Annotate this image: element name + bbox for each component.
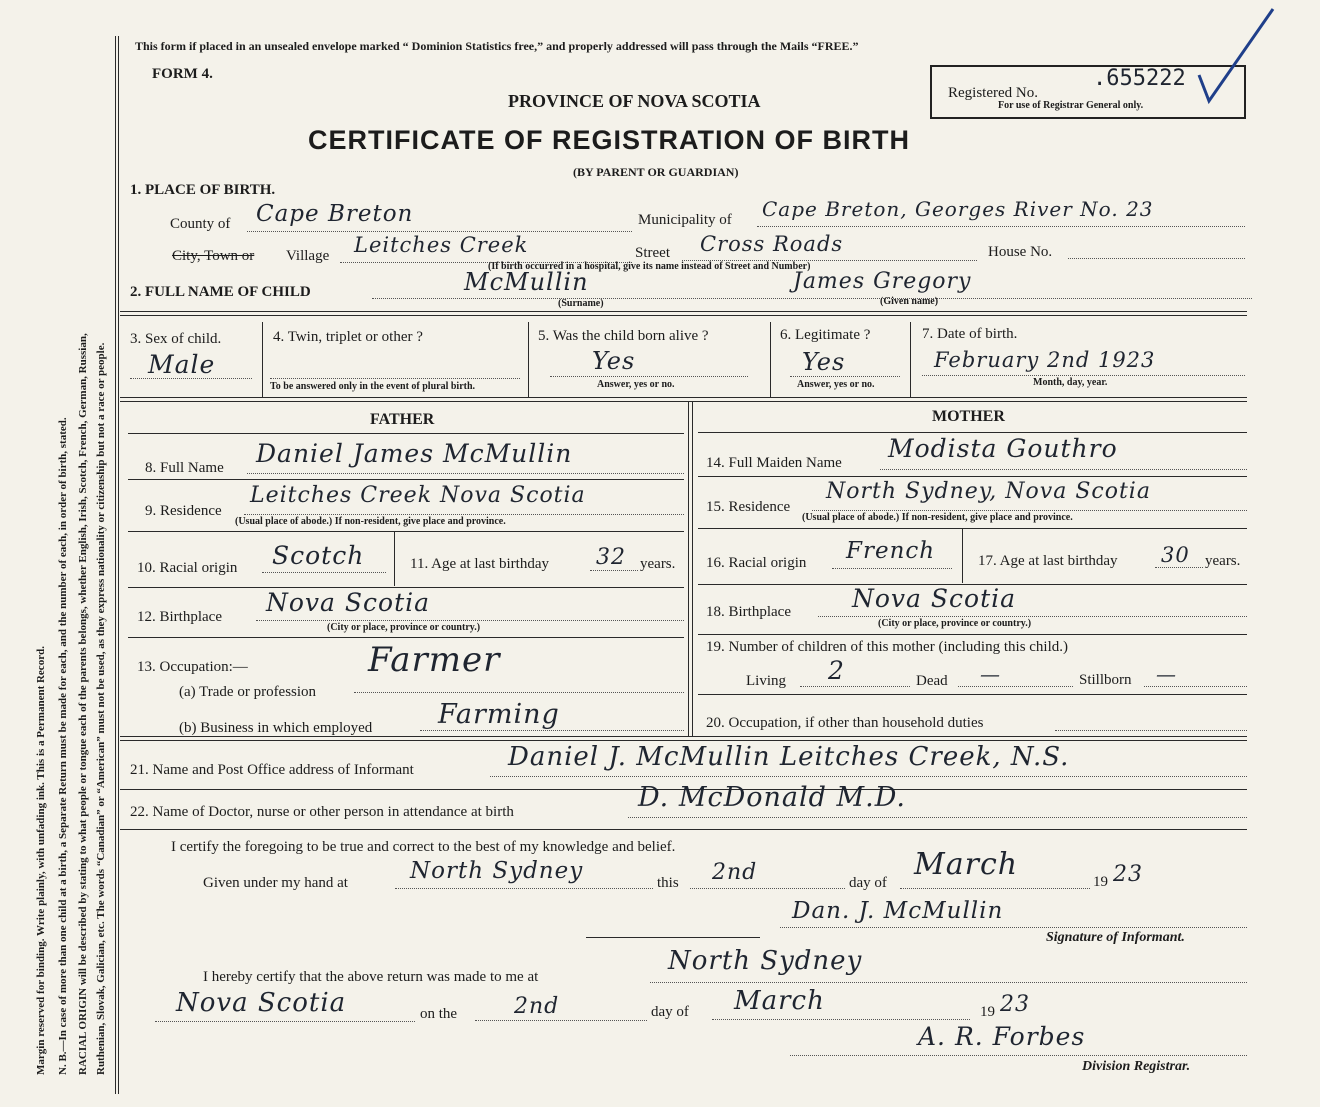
- dead-value: —: [980, 662, 1001, 686]
- living-label: Living: [746, 673, 786, 689]
- informant-value: Daniel J. McMullin Leitches Creek, N.S.: [508, 742, 1070, 772]
- on-the-label: on the: [420, 1006, 458, 1022]
- registrar-month-value: March: [734, 986, 825, 1016]
- doctor-label: 22. Name of Doctor, nurse or other person in attendance at birth: [130, 804, 514, 820]
- dob-value: February 2nd 1923: [934, 348, 1156, 372]
- dead-label: Dead: [916, 673, 948, 689]
- father-residence-label: 9. Residence: [145, 503, 222, 519]
- given-name-caption: (Given name): [880, 296, 939, 307]
- father-birthplace-value: Nova Scotia: [266, 588, 431, 617]
- alive-value: Yes: [592, 347, 636, 375]
- registrar-certify-text: I hereby certify that the above return was made to me at: [203, 969, 539, 985]
- trade-label: (a) Trade or profession: [179, 684, 317, 700]
- trade-value: Farmer: [368, 640, 501, 680]
- place-heading: 1. PLACE OF BIRTH.: [130, 182, 276, 198]
- informant-label: 21. Name and Post Office address of Informant: [130, 762, 414, 778]
- registrar-place2-value: Nova Scotia: [176, 988, 347, 1018]
- mother-residence-caption: (Usual place of abode.) If non-resident, give place and province.: [802, 512, 1073, 523]
- registered-label: Registered No.: [948, 85, 1038, 101]
- father-heading: FATHER: [370, 411, 435, 428]
- municipality-label: Municipality of: [638, 212, 732, 228]
- father-name-label: 8. Full Name: [145, 460, 224, 476]
- father-age-label: 11. Age at last birthday: [410, 556, 549, 572]
- sex-label: 3. Sex of child.: [130, 331, 222, 347]
- margin-rule-inner: [118, 36, 119, 1094]
- page-subtitle: (BY PARENT OR GUARDIAN): [573, 165, 739, 179]
- day-of-label: day of: [849, 875, 887, 891]
- margin-note-racial-origin: RACIAL ORIGIN will be described by stating to what people or tongue each of the parents belongs, whether English, Irish, Scotch, French, German, Russian,: [77, 333, 89, 1075]
- mother-birthplace-value: Nova Scotia: [852, 584, 1017, 613]
- informant-signature: Dan. J. McMullin: [792, 898, 1004, 924]
- margin-note-nb: N. B.—In case of more than one child at a birth, a Separate Return must be made for each, and the number of each, in order of birth, stated.: [57, 417, 69, 1075]
- county-label: County of: [170, 216, 231, 232]
- child-surname: McMullin: [464, 268, 589, 296]
- dob-caption: Month, day, year.: [1033, 377, 1108, 388]
- village-value: Leitches Creek: [354, 233, 529, 257]
- mother-residence-label: 15. Residence: [706, 499, 791, 515]
- year-prefix: 19: [1093, 874, 1108, 890]
- mother-heading: MOTHER: [932, 408, 1005, 425]
- father-occupation-label: 13. Occupation:—: [137, 659, 248, 675]
- given-place-value: North Sydney: [410, 858, 584, 884]
- registrar-caption: Division Registrar.: [1082, 1059, 1191, 1074]
- registrar-signature: A. R. Forbes: [918, 1022, 1086, 1051]
- child-name-label: 2. FULL NAME OF CHILD: [130, 284, 311, 300]
- surname-caption: (Surname): [558, 298, 604, 309]
- mother-name-value: Modista Gouthro: [888, 434, 1118, 463]
- page-title: CERTIFICATE OF REGISTRATION OF BIRTH: [308, 125, 910, 155]
- registrar-year-prefix: 19: [980, 1004, 995, 1020]
- this-label: this: [657, 875, 679, 891]
- father-age-years: years.: [640, 556, 676, 572]
- margin-rule: [115, 36, 116, 1094]
- father-residence-value: Leitches Creek Nova Scotia: [250, 483, 586, 508]
- municipality-value: Cape Breton, Georges River No. 23: [762, 197, 1154, 221]
- legitimate-caption: Answer, yes or no.: [797, 379, 875, 390]
- given-year-value: 23: [1113, 862, 1143, 887]
- given-under-label: Given under my hand at: [203, 875, 348, 891]
- child-given-name: James Gregory: [793, 269, 972, 294]
- registrar-day-value: 2nd: [514, 994, 560, 1019]
- mother-birthplace-caption: (City or place, province or country.): [878, 618, 1032, 629]
- given-month-value: March: [914, 847, 1019, 882]
- province-heading: PROVINCE OF NOVA SCOTIA: [508, 91, 761, 111]
- registrar-place-value: North Sydney: [668, 946, 863, 976]
- father-race-value: Scotch: [272, 541, 365, 570]
- doctor-value: D. McDonald M.D.: [638, 782, 907, 813]
- dob-label: 7. Date of birth.: [922, 326, 1018, 342]
- business-label: (b) Business in which employed: [179, 720, 373, 736]
- stillborn-value: —: [1156, 662, 1177, 686]
- mother-race-value: French: [846, 538, 936, 564]
- village-label: Village: [286, 248, 330, 264]
- house-label: House No.: [988, 244, 1053, 260]
- father-age-value: 32: [596, 545, 626, 570]
- registrar-note: For use of Registrar General only.: [998, 100, 1144, 111]
- mother-residence-value: North Sydney, Nova Scotia: [826, 479, 1151, 504]
- mother-name-label: 14. Full Maiden Name: [706, 455, 842, 471]
- living-value: 2: [828, 656, 845, 685]
- registered-number: .655222: [1093, 66, 1186, 91]
- street-label: Street: [635, 245, 670, 261]
- mother-age-label: 17. Age at last birthday: [978, 553, 1118, 569]
- legitimate-value: Yes: [802, 348, 846, 376]
- county-value: Cape Breton: [256, 201, 414, 227]
- margin-note-binding: Margin reserved for binding. Write plainly, with unfading ink. This is a Permanent Record.: [35, 646, 47, 1075]
- stillborn-label: Stillborn: [1079, 672, 1132, 688]
- alive-label: 5. Was the child born alive ?: [538, 328, 709, 344]
- registrar-day-of-label: day of: [651, 1004, 689, 1020]
- twin-note: To be answered only in the event of plural birth.: [270, 381, 476, 392]
- registrar-year-value: 23: [1000, 992, 1030, 1017]
- mother-race-label: 16. Racial origin: [706, 555, 807, 571]
- form-number: FORM 4.: [152, 66, 213, 82]
- street-value: Cross Roads: [700, 232, 844, 256]
- hospital-note: (If birth occurred in a hospital, give its name instead of Street and Number): [488, 261, 811, 272]
- children-label: 19. Number of children of this mother (including this child.): [706, 639, 1069, 655]
- margin-note-racial-origin-2: Ruthenian, Slovak, Galician, etc. The words “Canadian” or “American” must not be used, as they express nationality or citizenship but not a race or people.: [95, 342, 107, 1075]
- sex-value: Male: [148, 350, 216, 379]
- certify-text: I certify the foregoing to be true and correct to the best of my knowledge and belief.: [171, 839, 676, 855]
- alive-caption: Answer, yes or no.: [597, 379, 675, 390]
- business-value: Farming: [438, 699, 560, 730]
- mother-birthplace-label: 18. Birthplace: [706, 604, 791, 620]
- mother-occupation-label: 20. Occupation, if other than household duties: [706, 715, 984, 731]
- father-residence-caption: (Usual place of abode.) If non-resident, give place and province.: [235, 516, 506, 527]
- mother-age-value: 30: [1161, 543, 1190, 567]
- city-town-struck: City, Town or: [172, 248, 255, 264]
- legitimate-label: 6. Legitimate ?: [780, 327, 871, 343]
- informant-signature-caption: Signature of Informant.: [1046, 930, 1185, 945]
- father-race-label: 10. Racial origin: [137, 560, 238, 576]
- twin-label: 4. Twin, triplet or other ?: [273, 329, 423, 345]
- checkmark-icon: [1195, 5, 1285, 107]
- father-birthplace-label: 12. Birthplace: [137, 609, 222, 625]
- father-name-value: Daniel James McMullin: [256, 439, 573, 468]
- given-day-value: 2nd: [712, 860, 758, 885]
- mother-age-years: years.: [1205, 553, 1241, 569]
- mail-notice: This form if placed in an unsealed envelope marked “ Dominion Statistics free,” and properly addressed will pass through the Mails “FREE.”: [135, 39, 859, 53]
- father-birthplace-caption: (City or place, province or country.): [327, 622, 481, 633]
